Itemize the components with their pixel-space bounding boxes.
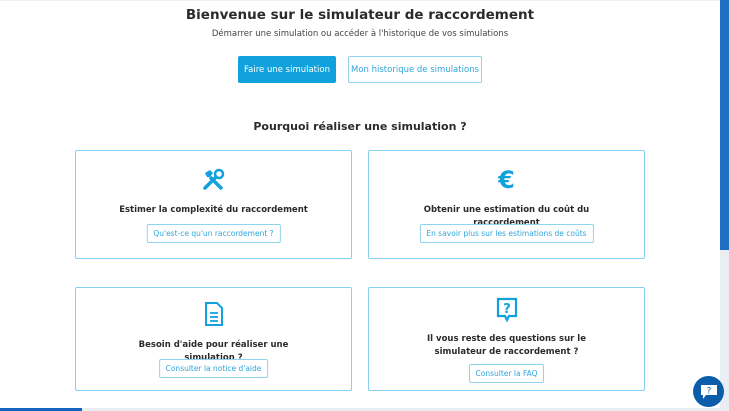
page-title: Bienvenue sur le simulateur de raccordement [185,7,535,23]
euro-icon: € [498,166,515,194]
help-notice-link[interactable]: Consulter la notice d'aide [159,359,269,378]
tools-icon [202,168,226,196]
history-button[interactable]: Mon historique de simulations [348,56,482,83]
vertical-scrollbar[interactable] [720,0,729,411]
card-title: Besoin d'aide pour réaliser une simulation ? [138,340,289,363]
card-help [75,287,352,391]
card-complexity [75,150,352,259]
section-title: Pourquoi réaliser une simulation ? [253,120,467,133]
svg-text:?: ? [502,302,511,317]
start-simulation-button[interactable]: Faire une simulation [238,56,336,83]
document-icon [204,302,224,330]
scrollbar-thumb[interactable] [720,0,729,250]
question-bubble-icon [496,297,518,327]
card-title: Obtenir une estimation du coût du raccordement [423,205,590,228]
top-divider [0,0,720,1]
card-faq [368,287,645,391]
faq-link[interactable]: Consulter la FAQ [469,364,545,383]
card-cost [368,150,645,259]
cost-estimates-link[interactable]: En savoir plus sur les estimations de coûts [419,224,593,243]
what-is-connection-link[interactable]: Qu'est-ce qu'un raccordement ? [146,224,280,243]
card-title: Estimer la complexité du raccordement [119,205,308,215]
page-subtitle: Démarrer une simulation ou accéder à l'historique de vos simulations [211,29,509,39]
card-title: Il vous reste des questions sur le simulateur de raccordement ? [427,334,586,357]
chat-question-icon [700,384,718,400]
help-chat-button[interactable] [693,376,724,407]
svg-text:?: ? [706,386,711,396]
